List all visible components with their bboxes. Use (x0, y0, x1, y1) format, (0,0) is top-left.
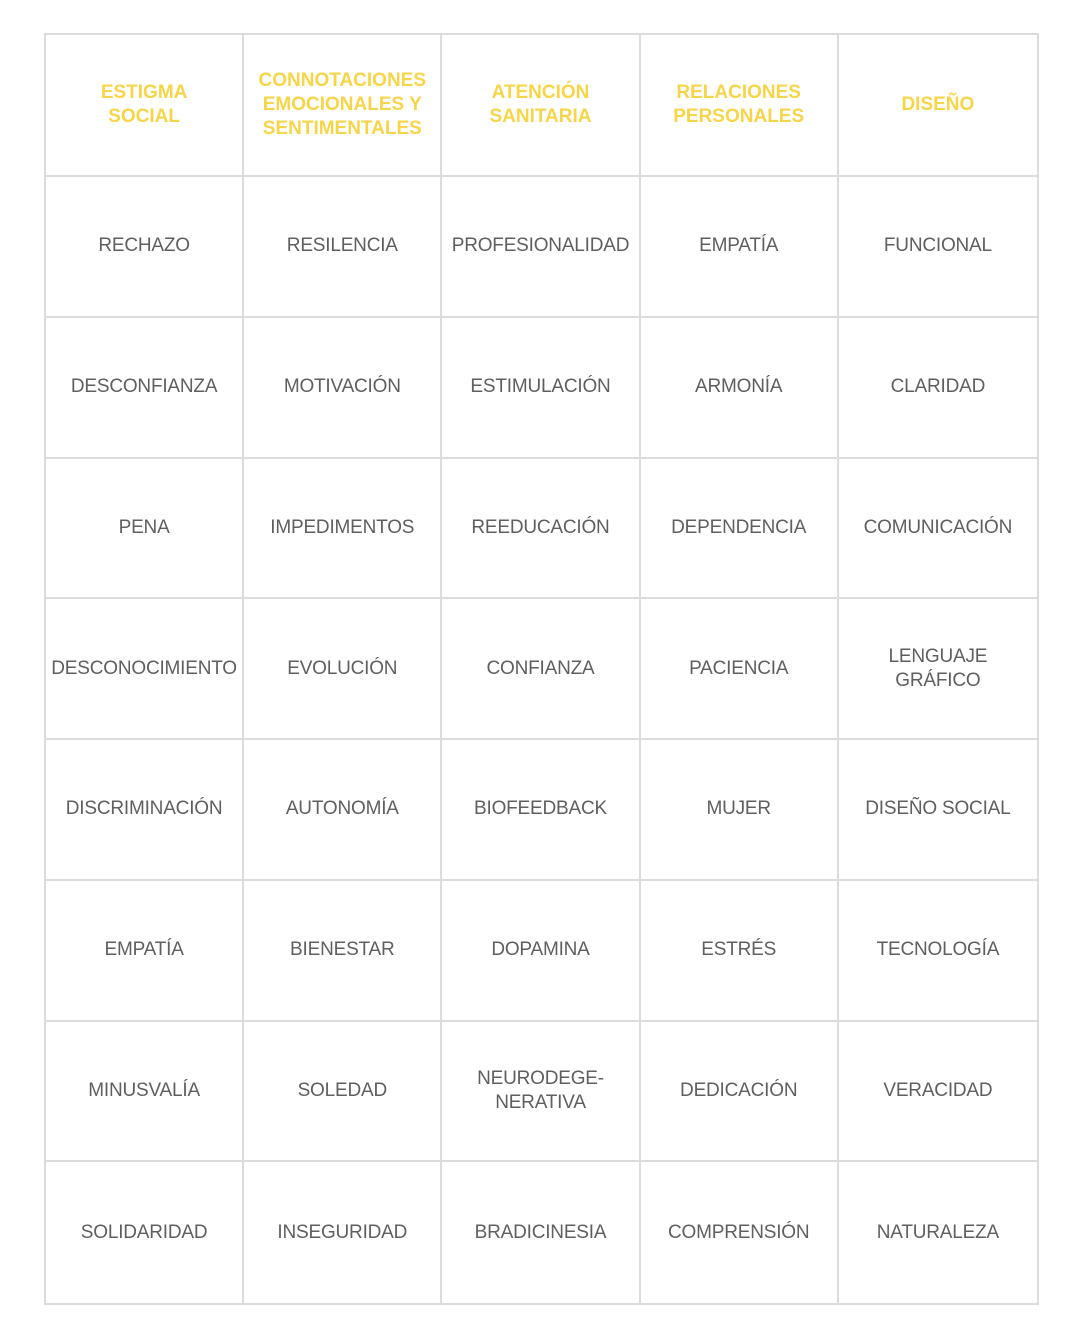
table-cell: VERACIDAD (839, 1022, 1037, 1163)
header-cell: ESTIGMA SOCIAL (46, 35, 244, 177)
table-cell: COMPRENSIÓN (641, 1162, 839, 1303)
table-cell: MOTIVACIÓN (244, 318, 442, 459)
table-cell: FUNCIONAL (839, 177, 1037, 318)
table-cell: PACIENCIA (641, 599, 839, 740)
header-cell: RELACIONES PERSONALES (641, 35, 839, 177)
table-cell: AUTONOMÍA (244, 740, 442, 881)
table-cell: BIOFEEDBACK (442, 740, 640, 881)
table-cell: BIENESTAR (244, 881, 442, 1022)
table-cell: DOPAMINA (442, 881, 640, 1022)
table-cell: RECHAZO (46, 177, 244, 318)
table-cell: NATURALEZA (876, 1221, 999, 1243)
table-cell: EMPATÍA (641, 177, 839, 318)
table-cell: DISEÑO SOCIAL (839, 740, 1037, 881)
table-cell: BRADICINESIA (442, 1162, 640, 1303)
table-cell: DESCONFIANZA (46, 318, 244, 459)
table-cell: COMUNICACIÓN (839, 459, 1037, 600)
table-cell: EVOLUCIÓN (244, 599, 442, 740)
header-cell: CONNOTACIONES EMOCIONALES Y SENTIMENTALES (244, 35, 442, 177)
table-cell: TECNOLOGÍA (839, 881, 1037, 1022)
table-cell: EMPATÍA (46, 881, 244, 1022)
table-cell: LENGUAJE GRÁFICO (839, 599, 1037, 740)
table-cell: PENA (46, 459, 244, 600)
table-cell: SOLEDAD (244, 1022, 442, 1163)
table-cell: ARMONÍA (641, 318, 839, 459)
keyword-table (44, 33, 1039, 1305)
table-cell: NEURODEGE- NERATIVA (442, 1022, 640, 1163)
table-cell: DEPENDENCIA (641, 459, 839, 600)
header-cell: ATENCIÓN SANITARIA (442, 35, 640, 177)
table-cell: RESILENCIA (244, 177, 442, 318)
table-cell: ESTRÉS (641, 881, 839, 1022)
table-cell: MINUSVALÍA (46, 1022, 244, 1163)
table-cell: ESTIMULACIÓN (442, 318, 640, 459)
header-cell: DISEÑO (839, 35, 1037, 177)
table-cell: DISCRIMINACIÓN (46, 740, 244, 881)
table-cell: REEDUCACIÓN (442, 459, 640, 600)
table-cell: IMPEDIMENTOS (244, 459, 442, 600)
table-cell: DESCONOCIMIENTO (46, 599, 244, 740)
table-cell: INSEGURIDAD (244, 1162, 442, 1303)
table-cell: MUJER (641, 740, 839, 881)
table-cell: PROFESIONALIDAD (442, 177, 640, 318)
table-cell: SOLIDARIDAD (46, 1162, 244, 1303)
table-cell: DEDICACIÓN (641, 1022, 839, 1163)
table-cell: CLARIDAD (839, 318, 1037, 459)
table-cell: CONFIANZA (442, 599, 640, 740)
